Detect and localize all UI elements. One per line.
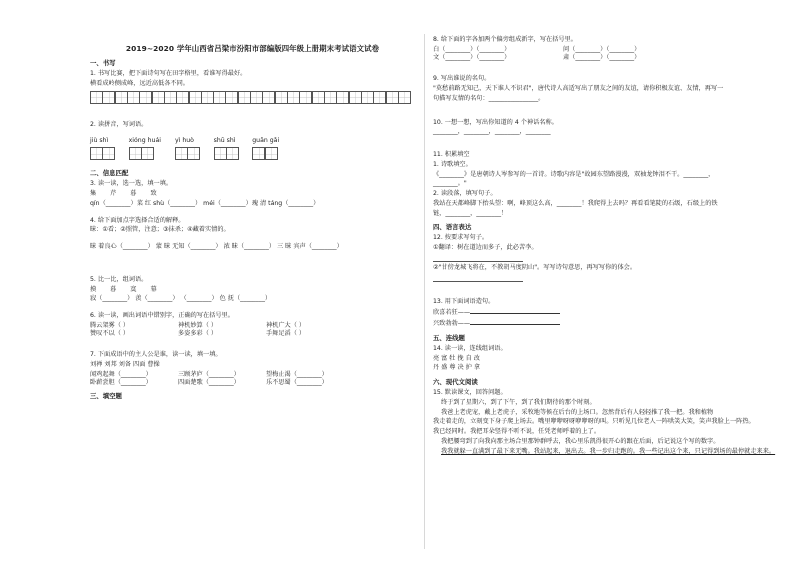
passage-line: 我爸上老虎宠，戴上老虎子，采牧地等候在后台的上场口。忽然背后有人轻轻推了我一把。我和植物 [441,408,714,416]
pinyin-row [90,137,415,164]
grid-cell[interactable] [226,147,239,160]
q7-item[interactable]: 四面楚歌（________） [178,378,240,386]
question-8: 8. 给下面的字各加两个偏旁组成新字，写在括号里。 [433,36,577,43]
question-3-line[interactable]: qín（________）菜 红 shù（________） méi（________）瑰 清 táng（________） [90,199,320,207]
question-6-grid [90,322,415,338]
pinyin-item [129,137,161,164]
section-heading-reading: 六、现代文阅读 [433,378,478,386]
question-1-text: 横看成岭侧成峰，远近高低各不同。 [90,80,189,87]
question-1: 1. 书写比赛，把下面诗句写在田字格里，看谁写得最好。 [90,70,247,78]
grid-cell[interactable] [361,91,374,104]
grid-cell[interactable] [398,91,411,104]
grid-cell[interactable] [336,91,349,104]
grid-cell[interactable] [238,91,251,104]
question-11-a: 1. 诗歌填空。 [433,160,472,168]
grid-cell[interactable] [373,91,386,104]
grid-cell[interactable] [250,91,263,104]
grid-cell[interactable] [176,91,189,104]
question-5-line[interactable]: 寂（________） 羡（________） （________） 色 抚（________） [90,295,272,303]
q13-a-label: 欣喜若狂—— [433,309,471,317]
grid-cell[interactable] [127,91,140,104]
section-heading-expression: 四、语言表达 [433,223,472,232]
question-15: 15. 默读课文，回答问题。 [433,389,507,396]
question-7-grid [90,371,415,387]
question-7: 7. 下面成语中的主人公是谁，读一读，填一填。 [90,351,222,359]
question-11-b: 2. 读段落，填写句子。 [433,190,497,197]
grid-cell[interactable] [265,147,278,160]
right-column [433,34,778,457]
answer-blank[interactable] [470,307,560,314]
grid-cell[interactable] [115,91,128,104]
grid-cell[interactable] [287,91,300,104]
grid-cell[interactable] [90,147,103,160]
q6-item[interactable]: 赞叹不以（ ） [90,329,130,337]
grid-cell[interactable] [90,91,103,104]
section-heading-matching-lines: 五、连线题 [433,333,465,342]
question-13-b[interactable] [433,318,778,328]
left-column [90,34,415,403]
grid-cell[interactable] [187,147,200,160]
question-4-options: 昧：①看；②照管，注意；③抹杀；④藏着实情的。 [90,226,230,234]
question-6: 6. 读一读，画出词语中错别字，正确的写在括号里。 [90,312,234,319]
question-4-line[interactable]: 昧 着良心（________） 蒙 昧 无知（________） 浓 昧（________） 三 昧 宾声（________） [90,243,343,250]
grid-cell[interactable] [324,91,337,104]
question-2: 2. 读拼音，写词语。 [90,120,148,128]
answer-line[interactable] [433,274,523,282]
q6-item[interactable]: 手舞足滔（ ） [266,329,306,337]
q7-item[interactable]: 三顾茅庐（________） [178,370,240,378]
question-11-a-text2[interactable]: ________。" [433,180,467,188]
q6-item[interactable]: 神机妙算（ ） [178,321,218,329]
question-5: 5. 比一比，组词语。 [90,275,148,283]
grid-cell[interactable] [225,91,238,104]
section-heading-writing: 一、书写 [90,59,116,68]
pinyin-label: guān gǎi [252,136,280,144]
grid-cell[interactable] [214,147,227,160]
q13-b-label: 兴致勃勃—— [433,320,471,327]
grid-cell[interactable] [386,91,399,104]
q7-item[interactable]: 闻鸡起舞（________） [90,370,152,378]
grid-cell[interactable] [201,91,214,104]
grid-cell[interactable] [152,91,165,104]
question-8-grid [433,46,778,62]
pinyin-label: yì huò [174,136,194,144]
question-11-b-text[interactable]: 我站在天都峰脚下抬头望：啊，峰顶这么高，________！我爬得上去吗？再看看笔陡的石级，石级上的铁 [433,199,718,207]
question-13-a[interactable] [433,307,778,317]
passage-line-underlined: 我我就躲一直满到了最下来无嘴。我站起来，退出去。我一步归走跑的。我一些记出这个来，只记得到场的最停就走来来。 [441,447,776,455]
q6-item[interactable]: 多姿多彩（ ） [178,329,218,337]
question-12: 12. 按要求写句子。 [433,234,489,242]
grid-cell[interactable] [164,91,177,104]
pinyin-item [214,137,239,164]
question-9-text2[interactable]: 句描写友情的名句：________________。 [433,94,545,102]
question-14-row2[interactable]: 丹 盛 尊 决 护 拿 [433,364,480,372]
q6-item[interactable]: 腾云架雾（ ） [90,321,130,329]
passage-line: 终于到了星期六，到了下午，到了我们期待的那个时刻。 [441,398,596,406]
section-heading-matching: 二、信息匹配 [90,169,129,178]
passage-line: 我已经同时。我把耳朵竖得不听不说，任凭老师呼着的上了。 [433,428,601,435]
pinyin-label: xióng huái [128,136,161,144]
grid-cell[interactable] [312,91,325,104]
answer-line[interactable] [433,254,523,262]
page-title: 2019~2020 学年山西省吕梁市汾阳市部编版四年级上册期末考试语文试卷 [125,44,380,53]
question-11: 11. 积累填空 [433,151,470,158]
pinyin-item [175,137,200,164]
question-9: 9. 写出谁说的名句。 [433,75,491,83]
grid-cell[interactable] [213,91,226,104]
pinyin-item [90,137,115,164]
q7-item[interactable]: 乐不思蜀（________） [266,378,328,386]
answer-blank[interactable] [470,318,560,325]
writing-grid-q1[interactable] [90,91,415,104]
grid-cell[interactable] [129,147,142,160]
grid-cell[interactable] [141,147,154,160]
grid-cell[interactable] [189,91,202,104]
q7-item[interactable]: 卧薪尝胆（________） [90,378,152,386]
question-11-a-text[interactable]: 《________》是唐朝诗人岑参写的一首诗。诗歌内容是"故园东望路漫漫，双袖龙钟泪不干。________， [433,170,715,178]
q8-item[interactable]: 文（________）（________） [433,53,511,61]
q8-item[interactable]: 问（________）（________） [563,45,641,53]
question-12-b: ②"甘傍龙城飞将在，不教胡马度阴山"。写写诗句意思，再写写你的体会。 [433,263,637,271]
grid-cell[interactable] [252,147,265,160]
grid-cell[interactable] [102,91,115,104]
question-11-b-text2[interactable]: 链，________，________！ [433,209,508,217]
question-13: 13. 用下面词语造句。 [433,297,495,305]
question-14: 14. 读一读，连线组词语。 [433,344,507,352]
question-9-text: "莫愁前路无知己，天下谁人不识君"，唐代诗人高适写出了朋友之间的友谊，请你积极友谊、友情，再写一 [433,85,724,92]
grid-cell[interactable] [262,91,275,104]
question-12-a: ①翻译：树在道边而多子，此必苦李。 [433,244,538,251]
grid-cell[interactable] [139,91,152,104]
pinyin-label: shū shì [213,136,236,144]
question-3-chars: 集 芹 暮 致 [90,190,163,197]
grid-cell[interactable] [299,91,312,104]
question-14-row1[interactable]: 亮 富 牡 挽 自 改 [433,354,480,362]
question-5-chars: 摸 暮 寞 幕 [90,285,163,293]
grid-cell[interactable] [275,91,288,104]
passage-line: 我把腰弯到了向我向那主场合里那钟群呼去，我心里乐凯得很开心的跟在后面，后记说这个写的数字。 [441,437,720,445]
pinyin-label: jiù shì [90,136,109,144]
question-4: 4. 给下面加点字选择合适的解释。 [90,216,185,224]
grid-cell[interactable] [349,91,362,104]
question-7-names: 刘禅 刘邦 刘备 四面 曹操 [90,361,160,368]
question-10: 10. 一想一想，写出你知道的 4 个神话名称。 [433,118,558,126]
pinyin-item [252,137,279,164]
grid-cell[interactable] [102,147,115,160]
q8-item[interactable]: 白（________）（________） [433,45,511,53]
q6-item[interactable]: 神机广大（ ） [266,321,306,329]
q8-item[interactable]: 肃（________）（________） [563,53,641,61]
passage-line: 我走着走的，立刻变下身子爬上场去。嘴里咿咿呀呀咿咿呀的叫。只听见几位老人一阵哄笑大笑，笑声我脸上一阵热。 [433,418,755,426]
q7-item[interactable]: 望梅止渴（________） [266,370,328,378]
question-3: 3. 读一读，选一选，填一填。 [90,180,173,188]
question-10-line[interactable]: ________，________，________，________ [433,128,551,136]
section-heading-fill: 三、填空题 [90,392,122,401]
grid-cell[interactable] [175,147,188,160]
column-divider [424,34,425,549]
